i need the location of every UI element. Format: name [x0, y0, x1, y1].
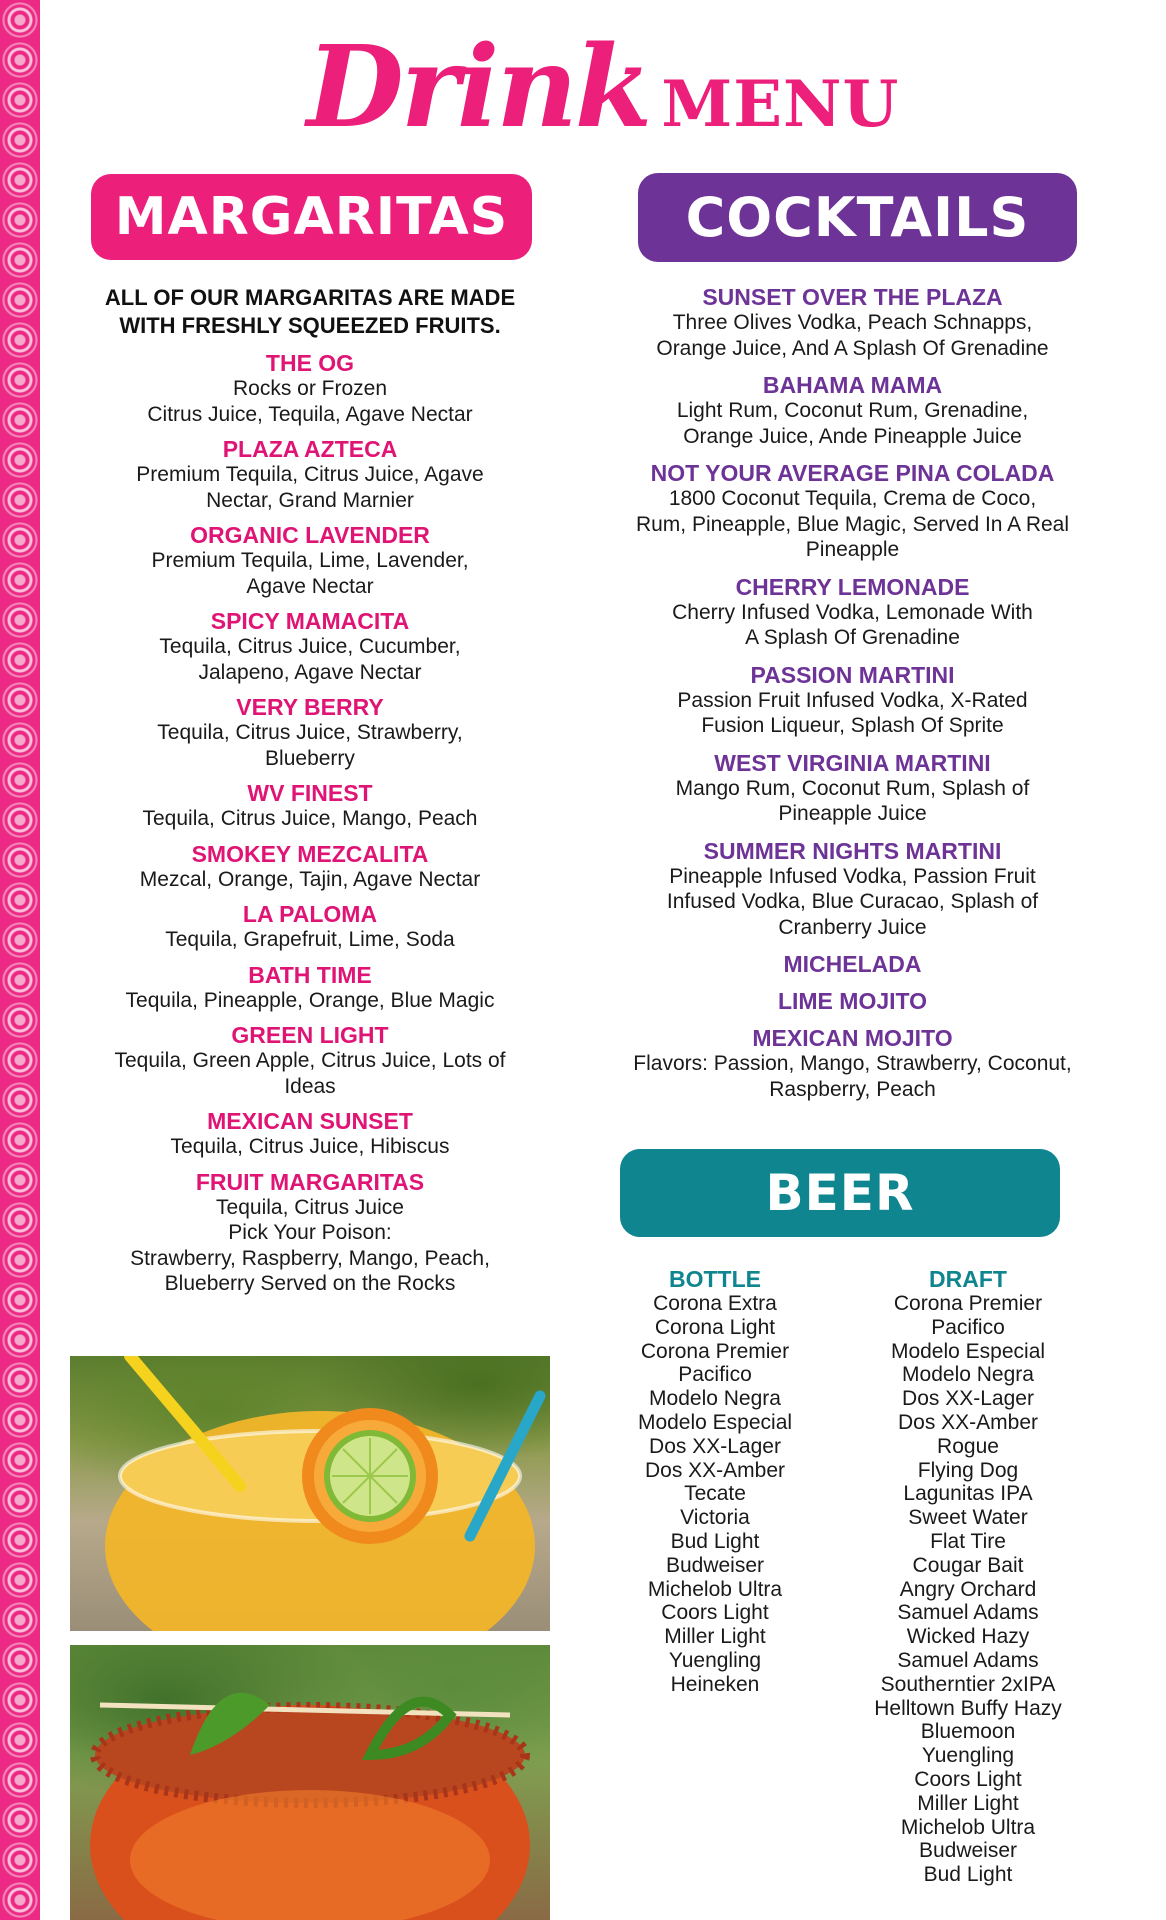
margarita-item-description: Jalapeno, Agave Nectar — [198, 660, 422, 684]
bottle-beer-item: Budweiser — [665, 1553, 765, 1577]
cocktail-item-name: BAHAMA MAMA — [762, 372, 943, 398]
cocktail-item-name: CHERRY LEMONADE — [735, 573, 970, 600]
bottle-beer-item: Tecate — [684, 1482, 746, 1506]
draft-beer-item: Samuel Adams — [897, 1601, 1039, 1625]
draft-beer-item: Miller Light — [917, 1791, 1019, 1815]
margarita-item-description: Premium Tequila, Citrus Juice, Agave — [136, 463, 484, 486]
draft-beer-item: Pacifico — [931, 1315, 1005, 1339]
cocktail-item-description: Orange Juice, Ande Pineapple Juice — [683, 424, 1022, 448]
draft-beer-item: Corona Premier — [893, 1292, 1043, 1315]
cocktail-item-description: Flavors: Passion, Mango, Strawberry, Coconut, — [633, 1052, 1072, 1075]
intro-line: WITH FRESHLY SQUEEZED FRUITS. — [119, 313, 501, 338]
margarita-item-name: LA PALOMA — [242, 901, 378, 927]
bottle-beer-item: Corona Premier — [640, 1339, 790, 1363]
margarita-item-description: Tequila, Citrus Juice, Strawberry, — [157, 721, 463, 744]
cocktail-item — [595, 574, 1110, 651]
cocktail-item-description: Cherry Infused Vodka, Lemonade With — [672, 600, 1033, 624]
decorative-side-border — [0, 0, 40, 1920]
margarita-bowl-photo — [70, 1356, 550, 1631]
draft-beer-item: Wicked Hazy — [906, 1625, 1030, 1649]
cocktail-item-description: Orange Juice, And A Splash Of Grenadine — [656, 336, 1049, 360]
margaritas-banner: MARGARITAS — [91, 174, 532, 260]
cocktail-item-name: SUNSET OVER THE PLAZA — [702, 284, 1003, 310]
bottle-beer-item: Pacifico — [678, 1363, 752, 1387]
draft-beer-item: Bud Light — [923, 1863, 1013, 1887]
margarita-item-name: SPICY MAMACITA — [210, 608, 410, 634]
bottle-beer-item: Michelob Ultra — [647, 1577, 783, 1601]
bottle-beer-item: Corona Light — [654, 1315, 776, 1339]
cocktail-item-name: WEST VIRGINIA MARTINI — [714, 749, 991, 776]
cocktails-list — [595, 284, 1110, 1102]
bottle-list — [600, 1292, 830, 1697]
draft-beer-item: Budweiser — [918, 1839, 1018, 1863]
draft-beer-item: Dos XX-Lager — [902, 1387, 1034, 1411]
bottle-beer-item: Yuengling — [668, 1648, 762, 1672]
draft-beer-item: Sweet Water — [908, 1506, 1028, 1530]
margarita-item-description: Tequila, Citrus Juice, Cucumber, — [159, 635, 461, 658]
draft-list — [848, 1292, 1088, 1887]
beer-banner: BEER — [620, 1149, 1060, 1237]
draft-beer-item: Flat Tire — [930, 1529, 1006, 1553]
cocktails-banner: COCKTAILS — [638, 173, 1077, 262]
margarita-item-name: MEXICAN SUNSET — [207, 1108, 413, 1134]
margarita-item-name: SMOKEY MEZCALITA — [191, 840, 429, 867]
cocktail-item-description: Cranberry Juice — [778, 915, 927, 939]
cocktail-item-name: MICHELADA — [783, 951, 922, 977]
cocktail-item — [595, 838, 1110, 941]
margarita-item — [70, 436, 550, 513]
beer-bottle-column — [600, 1266, 830, 1697]
bottle-beer-item: Heineken — [670, 1672, 760, 1696]
michelada-bowl-photo — [70, 1645, 550, 1920]
margarita-item-name: ORGANIC LAVENDER — [190, 522, 430, 548]
cocktail-item-description: Light Rum, Coconut Rum, Grenadine, — [676, 399, 1029, 422]
margarita-item — [70, 841, 550, 893]
cocktail-item — [595, 460, 1110, 563]
intro-line: ALL OF OUR MARGARITAS ARE MADE — [104, 285, 516, 310]
margarita-item-description: Ideas — [284, 1074, 336, 1098]
page-title — [40, 22, 1166, 153]
margarita-item — [70, 1022, 550, 1099]
margarita-item — [70, 608, 550, 685]
margarita-item-description: Rocks or Frozen — [232, 377, 388, 400]
draft-beer-item: Bluemoon — [920, 1720, 1016, 1744]
margarita-item-name: WV FINEST — [247, 780, 373, 806]
cocktail-item-description: Mango Rum, Coconut Rum, Splash of — [675, 776, 1030, 800]
cocktail-item-name: PASSION MARTINI — [750, 661, 955, 688]
cocktail-item-name: LIME MOJITO — [777, 988, 928, 1014]
margaritas-list — [70, 350, 550, 1297]
cocktail-item-description: Pineapple Infused Vodka, Passion Fruit — [669, 864, 1036, 888]
bottle-beer-item: Victoria — [680, 1506, 750, 1530]
draft-beer-item: Coors Light — [914, 1767, 1022, 1791]
bottle-heading: BOTTLE — [669, 1266, 761, 1292]
margarita-item-description: Tequila, Citrus Juice, Mango, Peach — [142, 807, 478, 830]
margarita-item-description: Tequila, Pineapple, Orange, Blue Magic — [125, 988, 495, 1012]
cocktail-item-description: Passion Fruit Infused Vodka, X-Rated — [677, 688, 1028, 712]
cocktail-item-description: Infused Vodka, Blue Curacao, Splash of — [666, 890, 1039, 913]
margarita-item-name: BATH TIME — [248, 961, 372, 988]
margarita-item — [70, 694, 550, 771]
draft-beer-item: Modelo Negra — [902, 1363, 1034, 1387]
margarita-item — [70, 962, 550, 1014]
cocktail-item — [595, 951, 1110, 977]
draft-beer-item: Yuengling — [921, 1744, 1015, 1768]
margarita-item-description: Blueberry — [265, 746, 355, 770]
title-script-word: Drink — [306, 22, 650, 153]
margarita-item — [70, 780, 550, 832]
bottle-beer-item: Bud Light — [670, 1529, 760, 1553]
cocktail-item-description: Pineapple Juice — [778, 802, 927, 825]
margarita-item-description: Premium Tequila, Lime, Lavender, — [151, 549, 469, 572]
draft-beer-item: Angry Orchard — [899, 1577, 1037, 1601]
draft-beer-item: Rogue — [937, 1434, 999, 1458]
margarita-item-description: Tequila, Grapefruit, Lime, Soda — [165, 928, 455, 951]
cocktail-item-description: Three Olives Vodka, Peach Schnapps, — [672, 311, 1033, 334]
margarita-item-name: VERY BERRY — [236, 694, 384, 720]
beer-draft-column — [848, 1266, 1088, 1887]
cocktail-item-name: NOT YOUR AVERAGE PINA COLADA — [650, 460, 1055, 486]
draft-beer-item: Lagunitas IPA — [903, 1482, 1033, 1506]
draft-beer-item: Flying Dog — [917, 1458, 1019, 1482]
cocktail-item-name: SUMMER NIGHTS MARTINI — [703, 837, 1002, 864]
title-bold-word: MENU — [661, 67, 900, 142]
cocktail-item — [595, 372, 1110, 449]
margarita-item-name: GREEN LIGHT — [231, 1022, 389, 1048]
bottle-beer-item: Modelo Especial — [637, 1410, 793, 1434]
bottle-beer-item: Miller Light — [664, 1625, 766, 1649]
margarita-item-description: Tequila, Citrus Juice — [216, 1195, 404, 1219]
margaritas-intro — [70, 284, 550, 340]
bottle-beer-item: Corona Extra — [653, 1292, 777, 1315]
margarita-item — [70, 522, 550, 599]
cocktail-item — [595, 750, 1110, 827]
margarita-item-description: Agave Nectar — [246, 574, 374, 598]
draft-heading: DRAFT — [929, 1266, 1007, 1292]
draft-beer-item: Samuel Adams — [897, 1648, 1039, 1672]
margarita-item-name: PLAZA AZTECA — [222, 436, 398, 462]
bottle-beer-item: Dos XX-Lager — [649, 1434, 781, 1458]
bottle-beer-item: Modelo Negra — [649, 1387, 781, 1411]
cocktail-item — [595, 662, 1110, 739]
margaritas-section — [70, 284, 550, 1306]
draft-beer-item: Southerntier 2xIPA — [880, 1672, 1056, 1696]
margarita-item-description: Tequila, Citrus Juice, Hibiscus — [170, 1135, 450, 1158]
draft-beer-item: Michelob Ultra — [900, 1815, 1036, 1839]
margarita-item-description: Citrus Juice, Tequila, Agave Nectar — [147, 402, 473, 426]
cocktail-item-description: 1800 Coconut Tequila, Crema de Coco, — [668, 487, 1037, 510]
draft-beer-item: Helltown Buffy Hazy — [874, 1696, 1062, 1720]
draft-beer-item: Cougar Bait — [912, 1553, 1024, 1577]
margarita-item-description: Pick Your Poison: — [228, 1221, 392, 1244]
margarita-item — [70, 350, 550, 427]
margarita-item-name: THE OG — [265, 350, 355, 376]
cocktail-item-description: Pineapple — [805, 538, 900, 561]
bottle-beer-item: Coors Light — [661, 1601, 769, 1625]
margarita-item-description: Nectar, Grand Marnier — [206, 488, 414, 512]
cocktail-item-description: Fusion Liqueur, Splash Of Sprite — [701, 714, 1004, 737]
cocktail-item-name: MEXICAN MOJITO — [752, 1025, 953, 1051]
margarita-item — [70, 1108, 550, 1160]
cocktails-section — [595, 284, 1110, 1113]
margarita-item-description: Tequila, Green Apple, Citrus Juice, Lots of — [114, 1049, 506, 1072]
cocktail-item-description: A Splash Of Grenadine — [745, 626, 960, 649]
cocktail-item-description: Rum, Pineapple, Blue Magic, Served In A Real — [635, 512, 1070, 536]
margarita-item-name: FRUIT MARGARITAS — [195, 1168, 425, 1195]
draft-beer-item: Modelo Especial — [890, 1339, 1046, 1363]
margarita-item — [70, 1169, 550, 1297]
bottle-beer-item: Dos XX-Amber — [644, 1458, 786, 1482]
cocktail-item — [595, 284, 1110, 361]
cocktail-item — [595, 1025, 1110, 1102]
cocktail-item-description: Raspberry, Peach — [769, 1077, 936, 1101]
margarita-item-description: Mezcal, Orange, Tajin, Agave Nectar — [139, 867, 481, 891]
draft-beer-item: Dos XX-Amber — [897, 1410, 1039, 1434]
margarita-item-description: Blueberry Served on the Rocks — [164, 1272, 456, 1295]
cocktail-item — [595, 988, 1110, 1014]
margarita-item-description: Strawberry, Raspberry, Mango, Peach, — [130, 1246, 490, 1270]
margarita-item — [70, 901, 550, 953]
